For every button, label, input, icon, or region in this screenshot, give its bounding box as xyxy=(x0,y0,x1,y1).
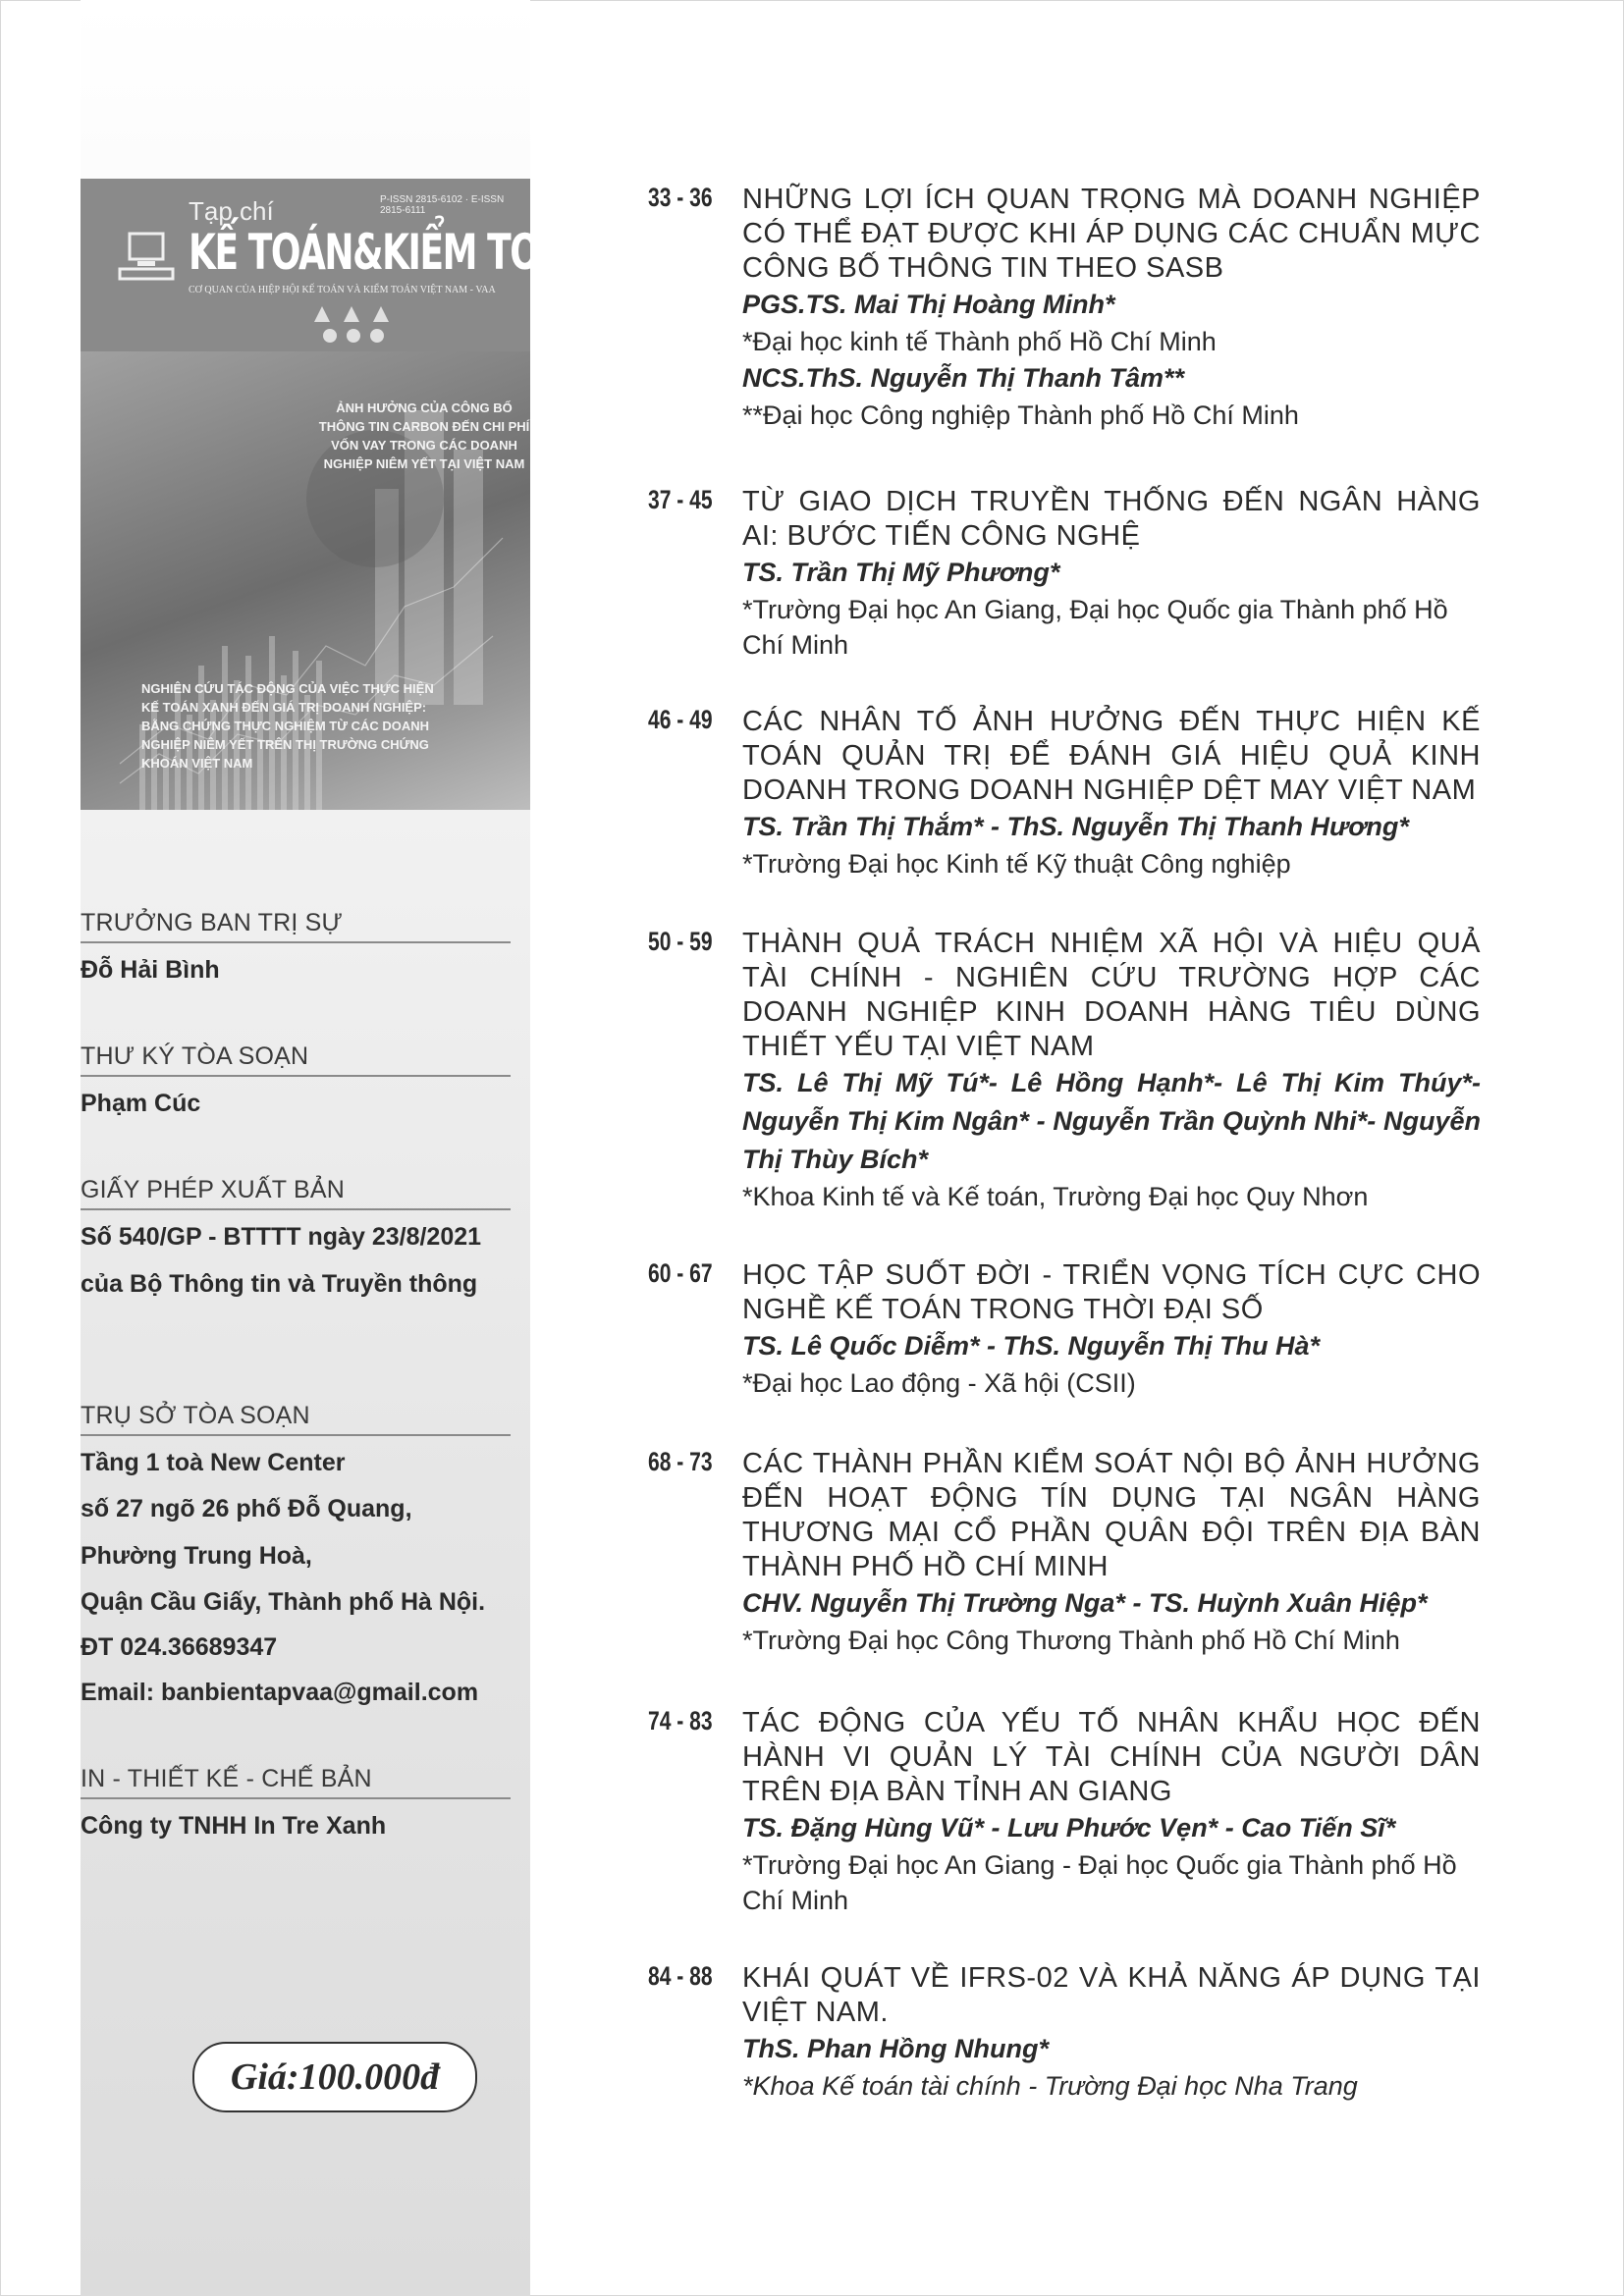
article-entry xyxy=(648,705,1483,881)
address-line-1: Tầng 1 toà New Center xyxy=(81,1449,346,1476)
article-author: ThS. Phan Hồng Nhung* xyxy=(742,2034,1049,2063)
license-line-2: của Bộ Thông tin và Truyền thông xyxy=(81,1270,478,1298)
article-author: TS. Đặng Hùng Vũ* - Lưu Phước Vẹn* - Cao Tiến Sĩ* xyxy=(742,1813,1396,1842)
article-title: HỌC TẬP SUỐT ĐỜI - TRIỂN VỌNG TÍCH CỰC CHO NGHỀ KẾ TOÁN TRONG THỜI ĐẠI SỐ xyxy=(742,1259,1481,1325)
article-pages: 33 - 36 xyxy=(648,183,713,212)
article-title: KHÁI QUÁT VỀ IFRS-02 VÀ KHẢ NĂNG ÁP DỤNG TẠI VIỆT NAM. xyxy=(742,1962,1481,2028)
article-pages: 84 - 88 xyxy=(648,1961,713,1991)
article-author: TS. Lê Quốc Diễm* - ThS. Nguyễn Thị Thu Hà* xyxy=(742,1331,1321,1361)
license-line-1: Số 540/GP - BTTTT ngày 23/8/2021 xyxy=(81,1223,482,1251)
cover-image xyxy=(81,179,592,810)
article-title: NHỮNG LỢI ÍCH QUAN TRỌNG MÀ DOANH NGHIỆP CÓ THỂ ĐẠT ĐƯỢC KHI ÁP DỤNG CÁC CHUẨN MỰC CÔNG BỐ THÔNG TIN THEO SASB xyxy=(742,184,1481,284)
article-affiliation: *Trường Đại học Kinh tế Kỹ thuật Công nghiệp xyxy=(742,849,1291,879)
address-line-2: số 27 ngõ 26 phố Đỗ Quang, xyxy=(81,1495,412,1522)
article-entry xyxy=(648,485,1483,663)
printer-name: Công ty TNHH In Tre Xanh xyxy=(81,1812,387,1840)
article-entry xyxy=(648,1706,1483,1918)
article-title: CÁC THÀNH PHẦN KIỂM SOÁT NỘI BỘ ẢNH HƯỞNG ĐẾN HOẠT ĐỘNG TÍN DỤNG TẠI NGÂN HÀNG THƯƠNG MẠI CỔ PHẦN QUÂN ĐỘI TRÊN ĐỊA BÀN THÀNH PHỐ HỒ CHÍ MINH xyxy=(742,1448,1481,1582)
editor-in-chief-label: TRƯỞNG BAN TRỊ SỰ xyxy=(81,909,511,943)
cover-issn: P-ISSN 2815-6102 · E-ISSN 2815-6111 xyxy=(380,194,505,216)
article-affiliation: *Trường Đại học An Giang - Đại học Quốc gia Thành phố Hồ Chí Minh xyxy=(742,1850,1457,1915)
article-pages: 50 - 59 xyxy=(648,927,713,956)
article-affiliation: *Đại học kinh tế Thành phố Hồ Chí Minh xyxy=(742,327,1217,356)
article-author: PGS.TS. Mai Thị Hoàng Minh* xyxy=(742,290,1115,319)
computer-icon xyxy=(116,228,177,285)
cover-journal-name: KẾ TOÁN&KIỂM TOÁN xyxy=(189,224,592,281)
association-logos-icon xyxy=(312,302,401,346)
article-affiliation: *Trường Đại học Công Thương Thành phố Hồ Chí Minh xyxy=(742,1626,1400,1655)
article-pages: 46 - 49 xyxy=(648,705,713,734)
article-entry xyxy=(648,1447,1483,1658)
article-pages: 68 - 73 xyxy=(648,1447,713,1476)
article-entry xyxy=(648,1961,1483,2104)
office-label: TRỤ SỞ TÒA SOẠN xyxy=(81,1402,511,1436)
editor-in-chief-name: Đỗ Hải Bình xyxy=(81,956,220,984)
article-entry xyxy=(648,183,1483,433)
article-affiliation: **Đại học Công nghiệp Thành phố Hồ Chí Minh xyxy=(742,400,1299,430)
price-badge: Giá:100.000đ xyxy=(192,2042,477,2112)
article-author: CHV. Nguyễn Thị Trường Nga* - TS. Huỳnh Xuân Hiệp* xyxy=(742,1588,1428,1618)
article-author: NCS.ThS. Nguyễn Thị Thanh Tâm** xyxy=(742,363,1185,393)
phone: ĐT 024.36689347 xyxy=(81,1633,278,1661)
article-affiliation: *Đại học Lao động - Xã hội (CSII) xyxy=(742,1368,1136,1398)
article-title: THÀNH QUẢ TRÁCH NHIỆM XÃ HỘI VÀ HIỆU QUẢ TÀI CHÍNH - NGHIÊN CỨU TRƯỜNG HỢP CÁC DOANH NGHIỆP KINH DOANH HÀNG TIÊU DÙNG THIẾT YẾU TẠI VIỆT NAM xyxy=(742,928,1481,1062)
license-label: GIẤY PHÉP XUẤT BẢN xyxy=(81,1176,511,1210)
cover-masthead xyxy=(81,179,592,351)
article-title: CÁC NHÂN TỐ ẢNH HƯỞNG ĐẾN THỰC HIỆN KẾ TOÁN QUẢN TRỊ ĐỂ ĐÁNH GIÁ HIỆU QUẢ KINH DOANH TRONG DOANH NGHIỆP DỆT MAY VIỆT NAM xyxy=(742,706,1481,806)
secretary-label: THƯ KÝ TÒA SOẠN xyxy=(81,1042,511,1077)
article-pages: 74 - 83 xyxy=(648,1706,713,1735)
cover-subtitle: CƠ QUAN CỦA HIỆP HỘI KẾ TOÁN VÀ KIỂM TOÁN VIỆT NAM - VAA xyxy=(189,285,496,295)
article-title: TÁC ĐỘNG CỦA YẾU TỐ NHÂN KHẨU HỌC ĐẾN HÀNH VI QUẢN LÝ TÀI CHÍNH CỦA NGƯỜI DÂN TRÊN ĐỊA BÀN TỈNH AN GIANG xyxy=(742,1707,1481,1807)
article-affiliation: *Trường Đại học An Giang, Đại học Quốc gia Thành phố Hồ Chí Minh xyxy=(742,595,1448,660)
article-affiliation: *Khoa Kinh tế và Kế toán, Trường Đại học Quy Nhơn xyxy=(742,1182,1369,1211)
article-author: TS. Trần Thị Thắm* - ThS. Nguyễn Thị Thanh Hương* xyxy=(742,812,1409,841)
article-entry xyxy=(648,1258,1483,1401)
cover-headline-1: ẢNH HƯỞNG CỦA CÔNG BỐ THÔNG TIN CARBON ĐẾN CHI PHÍ VỐN VAY TRONG CÁC DOANH NGHIỆP NIÊM YẾT TẠI VIỆT NAM xyxy=(318,400,530,471)
article-author: TS. Lê Thị Mỹ Tú*- Lê Hồng Hạnh*- Lê Thị Kim Thúy*- Nguyễn Thị Kim Ngân* - Nguyễn Trần Quỳnh Nhi*- Nguyễn Thị Thùy Bích* xyxy=(742,1068,1481,1174)
article-author: TS. Trần Thị Mỹ Phương* xyxy=(742,558,1060,587)
article-pages: 37 - 45 xyxy=(648,485,713,514)
address-line-3: Phường Trung Hoà, xyxy=(81,1542,312,1570)
article-entry xyxy=(648,927,1483,1214)
article-pages: 60 - 67 xyxy=(648,1258,713,1288)
print-label: IN - THIẾT KẾ - CHẾ BẢN xyxy=(81,1765,511,1799)
cover-journal-prefix: Tạp chí xyxy=(189,196,274,226)
article-title: TỪ GIAO DỊCH TRUYỀN THỐNG ĐẾN NGÂN HÀNG AI: BƯỚC TIẾN CÔNG NGHỆ xyxy=(742,486,1481,552)
email: Email: banbientapvaa@gmail.com xyxy=(81,1679,479,1706)
cover-headline-2: NGHIÊN CỨU TÁC ĐỘNG CỦA VIỆC THỰC HIỆN KẾ TOÁN XANH ĐẾN GIÁ TRỊ DOANH NGHIỆP: BẰNG CHỨNG THỰC NGHIỆM TỪ CÁC DOANH NGHIỆP NIÊM YẾT TRÊN THỊ TRƯỜNG CHỨNG KHOÁN VIỆT NAM xyxy=(141,681,434,771)
address-line-4: Quận Cầu Giấy, Thành phố Hà Nội. xyxy=(81,1588,486,1616)
article-affiliation: *Khoa Kế toán tài chính - Trường Đại học Nha Trang xyxy=(742,2071,1358,2101)
secretary-name: Phạm Cúc xyxy=(81,1090,201,1117)
